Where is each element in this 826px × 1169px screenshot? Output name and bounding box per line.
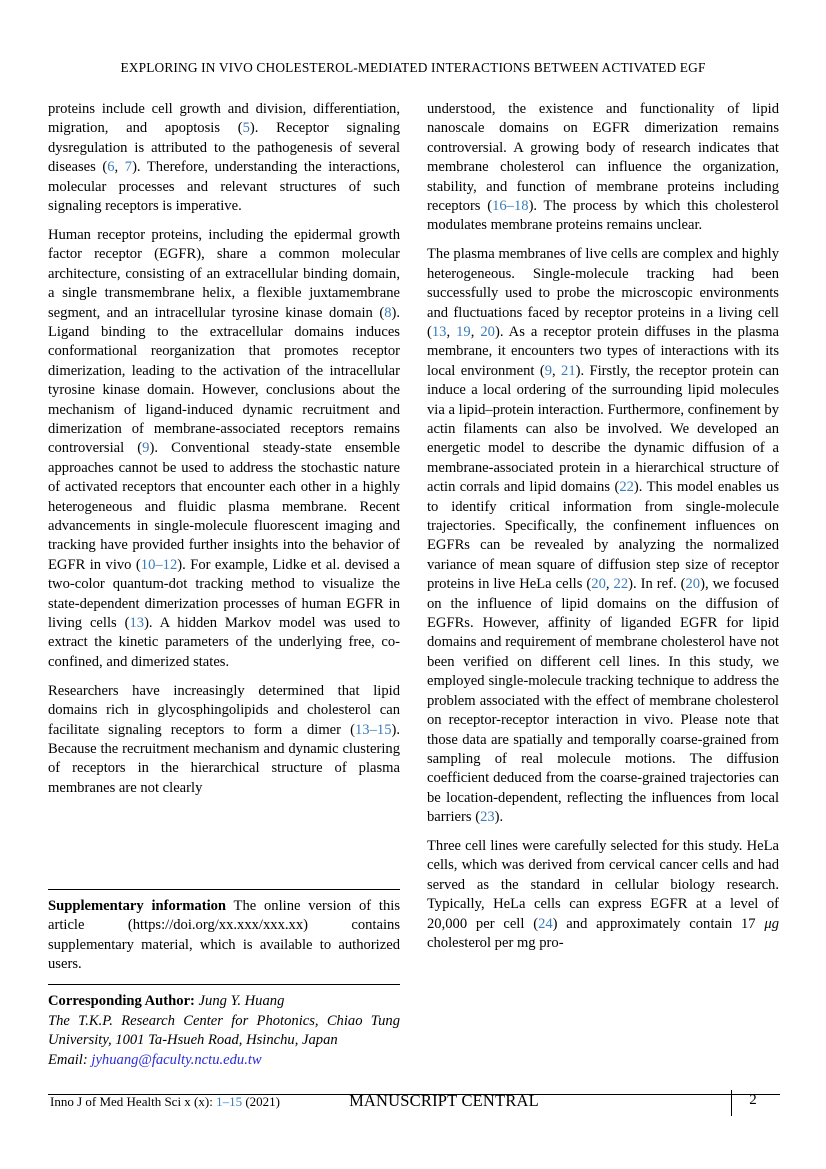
corresponding-author-label: Corresponding Author: xyxy=(48,993,195,1010)
reference-link[interactable]: 24 xyxy=(538,915,553,932)
reference-link[interactable]: 9 xyxy=(544,362,553,379)
paragraph: Human receptor proteins, including the epidermal growth factor receptor (EGFR), share a common molecular architecture, consisting of an extracellular binding domain, a single transmembrane helix, a flexible juxtamembrane segment, and an intracellular tyrosine kinase domain (8). Ligand binding to the extracellular domains induces conformational reorganization that promotes receptor dimerization, leading to the activation of the intracellular tyrosine kinase domain. However, conclusions about the mechanism of ligand-induced dynamic recruitment and dimerization of membrane-associated receptors remains controversial (9). Conventional steady-state ensemble approaches cannot be used to address the stochastic nature of activated receptors that encounter each other in a highly heterogeneous and fluidic plasma membrane. Recent advancements in single-molecule fluorescent imaging and tracking have provided further insights into the behavior of EGFR in vivo (10–12). For example, Lidke et al. devised a two-color quantum-dot tracking method to visualize the state-dependent dimerization processes of human EGFR in living cells (13). A hidden Markov model was used to extract the kinetic parameters of the underlying free, co-confined, and dimerized states. xyxy=(48,226,400,670)
footer-vertical-rule xyxy=(731,1090,732,1116)
supplementary-information-note xyxy=(48,897,400,975)
corresponding-author-affiliation: The T.K.P. Research Center for Photonics, Chiao Tung University, 1001 Ta-Hsueh Road, Hsinchu, Japan xyxy=(48,1012,400,1049)
running-header-title: EXPLORING IN VIVO CHOLESTEROL-MEDIATED INTERACTIONS BETWEEN ACTIVATED EGF xyxy=(120,60,706,75)
reference-link[interactable]: 16–18 xyxy=(492,198,529,215)
footer-page-range-link[interactable]: 1–15 xyxy=(216,1094,243,1109)
corresponding-author-email-line xyxy=(48,1051,400,1070)
page-footer xyxy=(48,1090,780,1120)
footer-page-number: 2 xyxy=(749,1092,757,1108)
reference-link[interactable]: 20 xyxy=(591,576,606,593)
reference-link[interactable]: 22 xyxy=(613,576,629,593)
paragraph: The plasma membranes of live cells are complex and highly heterogeneous. Single-molecule tracking had been successfully used to probe the microscopic environments and fluctuations faced by receptor proteins in a living cell (13, 19, 20). As a receptor protein diffuses in the plasma membrane, it encounters two types of interactions with its local environment (9, 21). Firstly, the receptor protein can induce a local ordering of the surrounding lipid molecules via a lipid–protein interaction. Furthermore, confinement by actin filaments can also be involved. We developed an energetic model to describe the dynamic diffusion of a membrane-associated protein in a hierarchical structure of actin corrals and lipid domains (22). This model enables us to identify critical information from single-molecule trajectories. Specifically, the confinement influences on EGFRs can be revealed by analyzing the normalized variance of mean square of diffusion step size of receptor proteins in live HeLa cells (20, 22). In ref. (20), we focused on the influence of lipid domains on the diffusion of EGFRs. However, affinity of liganded EGFR for lipid domains and requirement of membrane cholesterol have not been verified on different cell lines. In this study, we employed single-molecule tracking technique to address the problem associated with the effect of membrane cholesterol on receptor-receptor interaction in vivo. Please note that those data are spatially and temporally coarse-grained from sampling of real molecule motions. The diffusion coefficient deduced from the coarse-grained trajectories can be location-dependent, reflecting the influences from local barriers (23). xyxy=(427,246,780,826)
corresponding-author-name: Jung Y. Huang xyxy=(194,993,285,1010)
paragraph: Researchers have increasingly determined that lipid domains rich in glycosphingolipids and cholesterol can facilitate signaling receptors to form a dimer (13–15). Because the recruitment mechanism and dynamic clustering of receptors in the hierarchical structure of plasma membranes are not clearly xyxy=(48,682,400,796)
email-link[interactable]: jyhuang@faculty.nctu.edu.tw xyxy=(91,1051,262,1068)
footnote-divider-corresponding xyxy=(48,984,400,985)
paragraph: proteins include cell growth and division, differentiation, migration, and apoptosis (5). Receptor signaling dysregulation is attributed to the pathogenesis of several diseases (6, 7). Therefore, understanding the interactions, molecular processes and relevant structures of such signaling receptors is imperative. xyxy=(48,101,400,215)
supplementary-information-label: Supplementary information xyxy=(48,897,227,914)
reference-link[interactable]: 9 xyxy=(142,440,150,457)
paragraph: understood, the existence and functionality of lipid nanoscale domains on EGFR dimerization remains controversial. A growing body of research indicates that membrane cholesterol can influence the organization, stability, and function of membrane proteins including receptors (16–18). The process by which this cholesterol modulates membrane proteins remains unclear. xyxy=(427,101,779,234)
reference-link[interactable]: 23 xyxy=(480,809,495,826)
reference-link[interactable]: 21 xyxy=(561,362,576,379)
reference-link[interactable]: 13 xyxy=(431,323,447,340)
supplementary-information-text: The online version of this article (https://doi.org/xx.xxx/xxx.xx) contains supplementary material, which is available to authorized users. xyxy=(48,897,400,972)
footer-journal-suffix: (2021) xyxy=(242,1094,281,1109)
inline-math-symbol: μg xyxy=(764,915,779,932)
reference-link[interactable]: 8 xyxy=(384,304,392,321)
footer-journal-prefix: Inno J of Med Health Sci x (x): xyxy=(50,1094,217,1109)
left-column xyxy=(48,100,400,1070)
running-header xyxy=(48,60,778,76)
footnote-block xyxy=(48,889,400,1070)
right-column-paragraphs xyxy=(427,100,779,953)
reference-link[interactable]: 20 xyxy=(480,323,495,340)
left-column-paragraphs xyxy=(48,100,400,798)
reference-link[interactable]: 13 xyxy=(129,615,145,632)
reference-link[interactable]: 22 xyxy=(619,479,634,496)
email-label: Email: xyxy=(48,1051,88,1068)
footer-center-label: MANUSCRIPT CENTRAL xyxy=(349,1091,539,1110)
reference-link[interactable]: 19 xyxy=(456,323,471,340)
reference-link[interactable]: 6 xyxy=(107,159,115,176)
footnote-divider-supplementary xyxy=(48,889,400,890)
corresponding-author-note xyxy=(48,992,400,1011)
reference-link[interactable]: 10–12 xyxy=(140,556,178,573)
two-column-body xyxy=(48,100,780,1070)
reference-link[interactable]: 20 xyxy=(685,576,701,593)
reference-link[interactable]: 5 xyxy=(242,120,250,137)
reference-link[interactable]: 13–15 xyxy=(355,721,392,738)
right-column xyxy=(427,100,779,1070)
paragraph: Three cell lines were carefully selected for this study. HeLa cells, which was derived from cervical cancer cells and had served as the standard in cellular biology research. Typically, HeLa cells can express EGFR at a level of 20,000 per cell (24) and approximately contain 17 μg cholesterol per mg pro- xyxy=(427,838,779,952)
reference-link[interactable]: 7 xyxy=(124,159,133,176)
